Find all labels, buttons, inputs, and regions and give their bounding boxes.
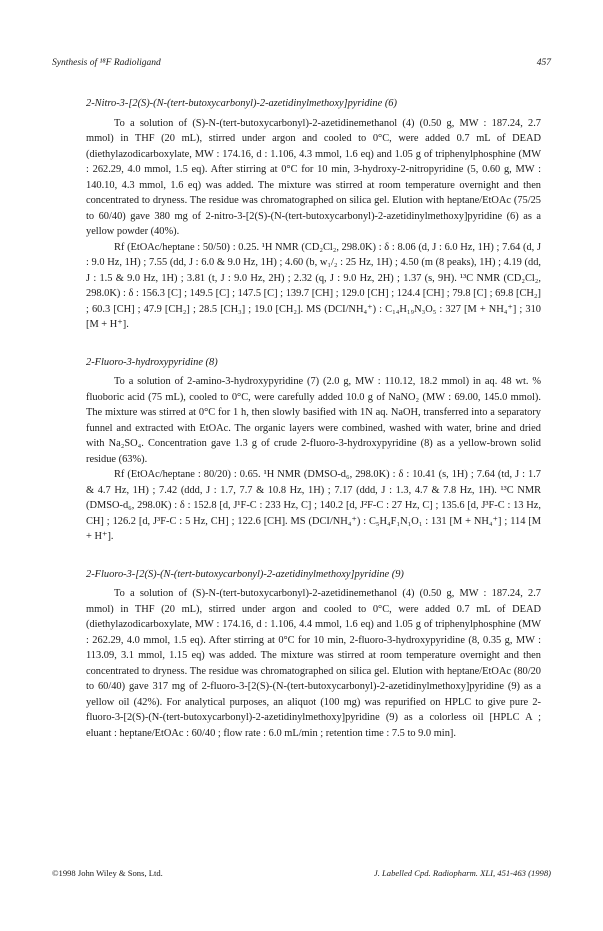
paragraph-procedure-6: To a solution of (S)-N-(tert-butoxycarbonyl)-2-azetidinemethanol (4) (0.50 g, MW : 187.24, 2.7 mmol) in THF (20 mL), stirred under argon and cooled to 0°C, were added 0.7 mL of DEAD (diethylazodicarboxylate, MW : 174.16, d : 1.106, 4.3 mmol, 1.6 eq) and 1.05 g of triphenylphosphine (MW : 262.29, 4.0 mmol, 1.5 eq). After stirring at 0°C for 10 min, 3-hydroxy-2-nitropyridine (5, 0.60 g, MW : 140.10, 4.3 mmol, 1.6 eq) was added. The mixture was stirred at room temperature overnight and then concentrated to dryness. The residue was chromatographed on silica gel. Elution with heptane/EtOAc (75/25 to 60/40) gave 380 mg of 2-nitro-3-[2(S)-(N-(tert-butoxycarbonyl)-2-azetidinylmethoxy]pyridine (6) as a yellow powder (40%). bbox=[86, 117, 541, 237]
paragraph-characterization-8: Rf (EtOAc/heptane : 80/20) : 0.65. ¹H NMR (DMSO-d₆, 298.0K) : δ : 10.41 (s, 1H) ; 7.64 (td, J : 1.7 & 4.7 Hz, 1H) ; 7.42 (ddd, J : 1.7, 7.7 & 10.8 Hz, 1H) ; 7.17 (ddd, J : 1.3, 4.7 & 7.8 Hz, 1H). ¹³C NMR (DMSO-d₆, 298.0K) : δ : 152.8 [d, J¹F-C : 233 Hz, C] ; 140.2 [d, J²F-C : 27 Hz, C] ; 135.6 [d, J³F-C : 13 Hz, CH] ; 126.2 [d, J³F-C : 5 Hz, CH] ; 122.6 [CH]. MS (DCI/NH₄⁺) : C₅H₄F₁N₁O₁ : 131 [M + NH₄⁺] ; 114 [M + H⁺]. bbox=[86, 469, 541, 542]
section-heading-compound-8: 2-Fluoro-3-hydroxypyridine (8) bbox=[86, 356, 218, 368]
running-header bbox=[52, 58, 551, 72]
section-heading-compound-6: 2-Nitro-3-[2(S)-(N-(tert-butoxycarbonyl)-2-azetidinylmethoxy]pyridine (6) bbox=[86, 98, 397, 109]
paragraph-procedure-9: To a solution of (S)-N-(tert-butoxycarbonyl)-2-azetidinemethanol (4) (0.50 g, MW : 187.24, 2.7 mmol) in THF (20 mL), stirred under argon and cooled to 0°C, were added 0.7 mL of DEAD (diethylazodicarboxylate, MW : 174.16, d : 1.106, 4.4 mmol, 1.6 eq) and 1.05 g of triphenylphosphine (MW : 262.29, 4.0 mmol, 1.5 eq). After stirring at 0°C for 10 min, 2-fluoro-3-hydroxypyridine (8, 0.35 g, MW : 113.09, 3.1 mmol, 1.15 eq) was added. The mixture was stirred at room temperature overnight and then concentrated to dryness. The residue was chromatographed on silica gel. Elution with heptane/EtOAc (80/20 to 60/40) gave 317 mg of 2-fluoro-3-[2(S)-(N-(tert-butoxycarbonyl)-2-azetidinylmethoxy]pyridine (9) as a yellow oil (42%). For analytical purposes, an aliquot (100 mg) was repurified on HPLC to give pure 2-fluoro-3-[2(S)-(N-(tert-butoxycarbonyl)-2-azetidinylmethoxy]pyridine (9) as a colorless oil [HPLC A ; eluant : heptane/EtOAc : 60/40 ; flow rate : 6.0 mL/min ; retention time : 7.5 to 9.0 min]. bbox=[86, 588, 541, 739]
journal-citation: J. Labelled Cpd. Radiopharm. XLI, 451-463 (1998) bbox=[373, 868, 551, 878]
section-heading-compound-9: 2-Fluoro-3-[2(S)-(N-(tert-butoxycarbonyl)-2-azetidinylmethoxy]pyridine (9) bbox=[86, 568, 404, 580]
article-body bbox=[86, 96, 541, 741]
paragraph-procedure-8: To a solution of 2-amino-3-hydroxypyridine (7) (2.0 g, MW : 110.12, 18.2 mmol) in aq. 48 wt. % fluoboric acid (75 mL), cooled to 0°C, were carefully added 10.0 g of NaNO₂ (MW : 69.00, 145.0 mmol). The mixture was stirred at 0°C for 1 h, then slowly basified with 1N aq. NaOH, transferred into a separatory funnel and extracted with EtOAc. The organic layers were combined, washed with water, brine and dried with Na₂SO₄. Concentration gave 1.3 g of crude 2-fluoro-3-hydroxypyridine (8) as a yellow-brown solid residue (63%). bbox=[86, 376, 541, 465]
copyright-notice: ©1998 John Wiley & Sons, Ltd. bbox=[52, 868, 163, 878]
page-number: 457 bbox=[536, 58, 551, 68]
page-footer bbox=[52, 868, 551, 882]
running-title: Synthesis of ¹⁸F Radioligand bbox=[52, 58, 161, 68]
paragraph-characterization-6: Rf (EtOAc/heptane : 50/50) : 0.25. ¹H NMR (CD₂Cl₂, 298.0K) : δ : 8.06 (d, J : 6.0 Hz, 1H) ; 7.64 (d, J : 9.0 Hz, 1H) ; 7.55 (dd, J : 6.0 & 9.0 Hz, 1H) ; 4.60 (b, w₁/₂ : 25 Hz, 1H) ; 4.50 (m (8 peaks), 1H) ; 4.19 (dd, J : 1.5 & 9.0 Hz, 1H) ; 3.81 (t, J : 9.0 Hz, 2H) ; 2.32 (q, J : 9.0 Hz, 2H) ; 1.37 (s, 9H). ¹³C NMR (CD₂Cl₂, 298.0K) : δ : 156.3 [C] ; 149.5 [C] ; 147.5 [C] ; 139.7 [CH] ; 129.0 [CH] ; 124.4 [CH] ; 79.8 [C] ; 69.8 [CH₂] ; 60.3 [CH] ; 47.9 [CH₂] ; 28.5 [CH₃] ; 19.0 [CH₂]. MS (DCI/NH₄⁺) : C₁₄H₁₉N₃O₅ : 327 [M + NH₄⁺] ; 310 [M + H⁺]. bbox=[86, 241, 541, 330]
